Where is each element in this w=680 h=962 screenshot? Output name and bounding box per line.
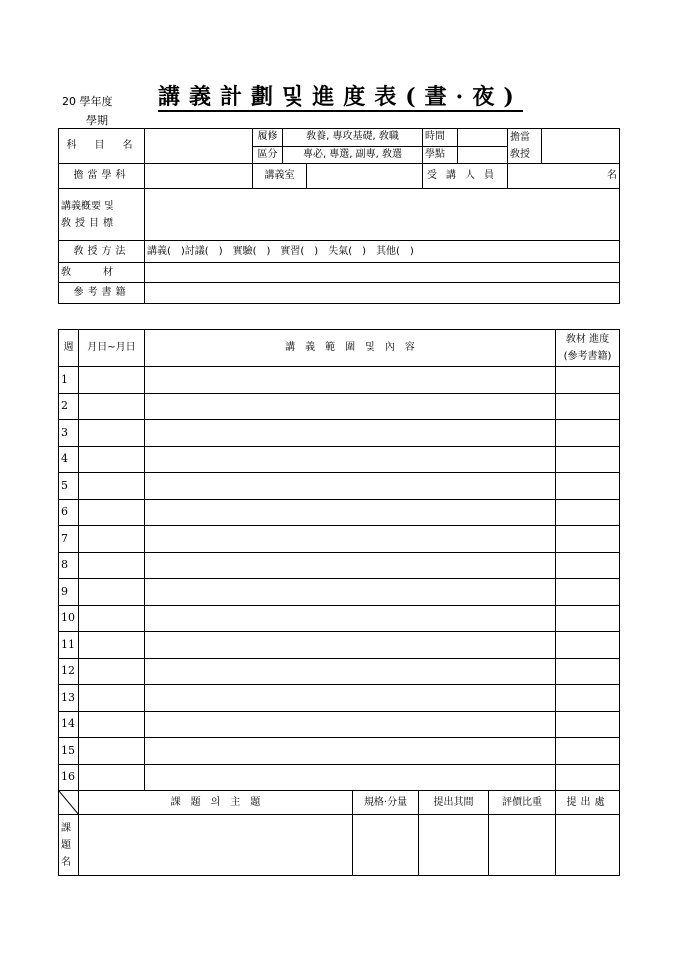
course-type-options-2: 專必, 專選, 副專, 敎選 — [283, 146, 423, 164]
week-row — [59, 632, 620, 659]
week-progress[interactable] — [556, 711, 620, 738]
week-date-range[interactable] — [79, 605, 145, 632]
week-row — [59, 658, 620, 685]
week-date-range[interactable] — [79, 393, 145, 420]
instructor-label: 擔當 敎授 — [508, 129, 542, 164]
students-label: 受講人員 — [423, 164, 508, 189]
dept-label: 擔當學科 — [59, 164, 145, 189]
week-number: 9 — [59, 579, 79, 606]
subject-label: 科 目 名 — [59, 129, 145, 164]
due-header: 提出其間 — [419, 791, 489, 815]
week-content[interactable] — [145, 499, 556, 526]
week-number: 11 — [59, 632, 79, 659]
week-content[interactable] — [145, 552, 556, 579]
students-unit[interactable]: 名 — [508, 164, 620, 189]
week-row — [59, 711, 620, 738]
week-content[interactable] — [145, 632, 556, 659]
week-progress[interactable] — [556, 420, 620, 447]
week-progress[interactable] — [556, 473, 620, 500]
room-value[interactable] — [307, 164, 423, 189]
week-row — [59, 552, 620, 579]
week-number: 4 — [59, 446, 79, 473]
assignment-table — [58, 790, 620, 876]
week-row — [59, 764, 620, 791]
week-date-range[interactable] — [79, 420, 145, 447]
time-label: 時間 — [423, 129, 458, 147]
school-year-label: 20 學年度 — [62, 95, 113, 108]
week-number: 15 — [59, 738, 79, 765]
weight-header: 評價比重 — [489, 791, 556, 815]
method-label: 敎授方法 — [59, 241, 145, 263]
dept-value[interactable] — [145, 164, 253, 189]
assignment-spec-value[interactable] — [353, 815, 419, 876]
week-content[interactable] — [145, 393, 556, 420]
week-content[interactable] — [145, 367, 556, 394]
week-number: 3 — [59, 420, 79, 447]
week-row — [59, 473, 620, 500]
week-date-range[interactable] — [79, 738, 145, 765]
week-number: 14 — [59, 711, 79, 738]
instructor-value[interactable] — [542, 129, 620, 164]
week-progress[interactable] — [556, 658, 620, 685]
method-options[interactable]: 講義( )討議( ) 實驗( ) 實習( ) 失氣( ) 其他( ) — [145, 241, 620, 263]
diagonal-line — [59, 791, 79, 815]
week-row — [59, 499, 620, 526]
week-progress[interactable] — [556, 526, 620, 553]
week-number: 2 — [59, 393, 79, 420]
week-date-range[interactable] — [79, 764, 145, 791]
semester-label: 學期 — [86, 114, 108, 127]
subject-value[interactable] — [145, 129, 253, 164]
week-content[interactable] — [145, 579, 556, 606]
week-content[interactable] — [145, 658, 556, 685]
room-label: 講義室 — [253, 164, 307, 189]
week-row — [59, 526, 620, 553]
overview-label: 講義槪要 및 敎授目標 — [59, 189, 145, 241]
assignment-theme-value[interactable] — [79, 815, 353, 876]
week-number: 7 — [59, 526, 79, 553]
week-number: 8 — [59, 552, 79, 579]
week-content[interactable] — [145, 473, 556, 500]
week-progress[interactable] — [556, 499, 620, 526]
week-date-range[interactable] — [79, 446, 145, 473]
credit-value[interactable] — [458, 146, 508, 164]
week-row — [59, 446, 620, 473]
spec-header: 規格·分量 — [353, 791, 419, 815]
week-date-range[interactable] — [79, 632, 145, 659]
course-type-label-1: 履修 — [253, 129, 283, 147]
theme-header: 課 題 의 主 題 — [79, 791, 353, 815]
week-row — [59, 420, 620, 447]
time-value[interactable] — [458, 129, 508, 147]
week-progress[interactable] — [556, 393, 620, 420]
week-number: 13 — [59, 685, 79, 712]
assignment-weight-value[interactable] — [489, 815, 556, 876]
week-progress[interactable] — [556, 446, 620, 473]
week-date-range[interactable] — [79, 367, 145, 394]
materials-value[interactable] — [145, 263, 620, 283]
content-header: 講 義 範 圍 및 內 容 — [145, 330, 556, 367]
assignment-due-value[interactable] — [419, 815, 489, 876]
week-content[interactable] — [145, 711, 556, 738]
week-content[interactable] — [145, 420, 556, 447]
course-type-options-1: 敎養, 專攻基礎, 敎職 — [283, 129, 423, 147]
week-row — [59, 685, 620, 712]
page-title: 講義計劃및進度表(晝·夜) — [158, 84, 523, 110]
course-type-label-2: 區分 — [253, 146, 283, 164]
week-number: 10 — [59, 605, 79, 632]
week-row — [59, 605, 620, 632]
week-date-range[interactable] — [79, 526, 145, 553]
materials-label: 敎 材 — [59, 263, 145, 283]
course-info-table — [58, 128, 620, 304]
week-row — [59, 738, 620, 765]
week-header: 週 — [59, 330, 79, 367]
week-progress[interactable] — [556, 764, 620, 791]
credit-label: 學點 — [423, 146, 458, 164]
week-date-range[interactable] — [79, 499, 145, 526]
week-date-range[interactable] — [79, 685, 145, 712]
week-date-range[interactable] — [79, 552, 145, 579]
week-progress[interactable] — [556, 605, 620, 632]
week-content[interactable] — [145, 764, 556, 791]
schedule-table — [58, 329, 620, 791]
references-value[interactable] — [145, 283, 620, 304]
week-progress[interactable] — [556, 738, 620, 765]
references-label: 參考書籍 — [59, 283, 145, 304]
week-progress[interactable] — [556, 579, 620, 606]
week-date-range[interactable] — [79, 711, 145, 738]
week-progress[interactable] — [556, 632, 620, 659]
week-content[interactable] — [145, 605, 556, 632]
diagonal-corner-cell — [59, 791, 79, 815]
week-date-range[interactable] — [79, 579, 145, 606]
week-content[interactable] — [145, 446, 556, 473]
week-number: 6 — [59, 499, 79, 526]
week-content[interactable] — [145, 685, 556, 712]
week-date-range[interactable] — [79, 473, 145, 500]
week-content[interactable] — [145, 738, 556, 765]
assignment-submit-value[interactable] — [556, 815, 620, 876]
week-row — [59, 579, 620, 606]
week-progress[interactable] — [556, 552, 620, 579]
week-number: 1 — [59, 367, 79, 394]
week-number: 12 — [59, 658, 79, 685]
overview-value[interactable] — [145, 189, 620, 241]
week-row — [59, 367, 620, 394]
week-progress[interactable] — [556, 685, 620, 712]
submit-header: 提出處 — [556, 791, 620, 815]
week-number: 16 — [59, 764, 79, 791]
progress-header: 敎材 進度 (參考書籍) — [556, 330, 620, 367]
week-date-range[interactable] — [79, 658, 145, 685]
week-number: 5 — [59, 473, 79, 500]
date-range-header: 月日~月日 — [79, 330, 145, 367]
week-row — [59, 393, 620, 420]
week-progress[interactable] — [556, 367, 620, 394]
assignment-name-label: 課 題 名 — [59, 815, 79, 876]
week-content[interactable] — [145, 526, 556, 553]
